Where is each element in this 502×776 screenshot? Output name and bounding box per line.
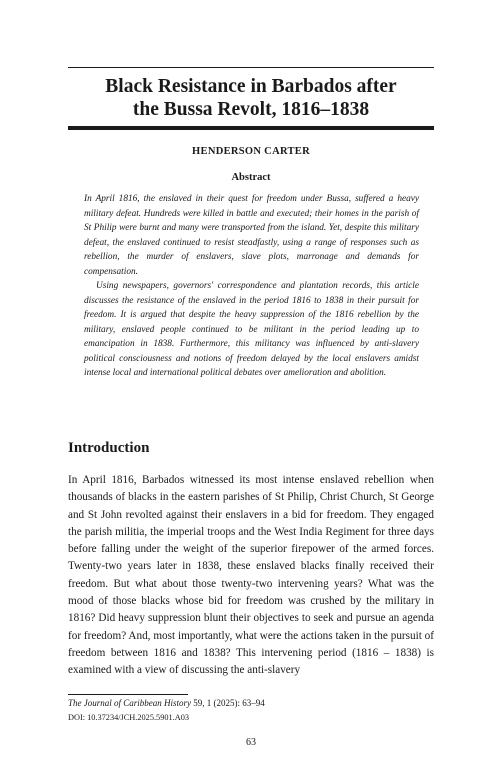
abstract-paragraph-1: In April 1816, the enslaved in their quest for freedom under Bussa, suffered a heavy military defeat. Hundreds were killed in battle and executed; their homes in the parish of St Philip were burnt and many were transported from the island. Yet, despite this military defeat, the enslaved continued to resist steadfastly, using a range of responses such as rebellion, the murder of enslavers, slave plots, marronage and demands for compensation. [84, 194, 419, 277]
abstract-heading: Abstract [231, 172, 271, 183]
introduction-body [68, 472, 434, 680]
journal-citation [68, 698, 265, 708]
article-title-line-2: the Bussa Revolt, 1816–1838 [132, 99, 370, 120]
title-bottom-rule [68, 126, 434, 130]
article-title [68, 75, 434, 121]
title-top-rule [68, 67, 434, 68]
introduction-heading: Introduction [68, 440, 150, 456]
footnote-rule [68, 694, 188, 695]
article-title-line-1: Black Resistance in Barbados after [105, 76, 397, 97]
page-number: 63 [246, 737, 256, 748]
author-name: HENDERSON CARTER [192, 146, 310, 157]
abstract-body [84, 192, 419, 381]
doi: DOI: 10.37234/JCH.2025.5901.A03 [68, 713, 189, 722]
introduction-paragraph-1: In April 1816, Barbados witnessed its most intense enslaved rebellion when thousands of blacks in the eastern parishes of St Philip, Christ Church, St George and St John revolted against their enslavers in a bid for freedom. They engaged the parish militia, the imperial troops and the West India Regiment for three days before falling under the weight of the superior firepower of the armed forces. Twenty-two years later in 1838, these enslaved blacks finally received their freedom. But what about those twenty-two intervening years? What was the mood of those blacks whose bid for freedom was crushed by the military in 1816? Did heavy suppression blunt their objectives to seek and pursue an agenda for freedom? And, most importantly, what were the actions taken in the pursuit of freedom between 1816 and 1838? This intervening period (1816 – 1838) is examined with a view of discussing the anti-slavery [68, 474, 434, 677]
abstract-paragraph-2: Using newspapers, governors' correspondence and plantation records, this article discusses the resistance of the enslaved in the period 1816 to 1838 in their pursuit for freedom. It is argued that despite the heavy suppression of the 1816 rebellion by the military, enslaved people continued to be militant in the period leading up to emancipation in 1838. Furthermore, this militancy was influenced by anti-slavery political consciousness and notions of freedom delayed by the local enslavers amidst intense local and international political debates over amelioration and abolition. [84, 281, 419, 378]
journal-volume-pages: 59, 1 (2025): 63–94 [191, 698, 265, 708]
journal-name: The Journal of Caribbean History [68, 698, 191, 708]
